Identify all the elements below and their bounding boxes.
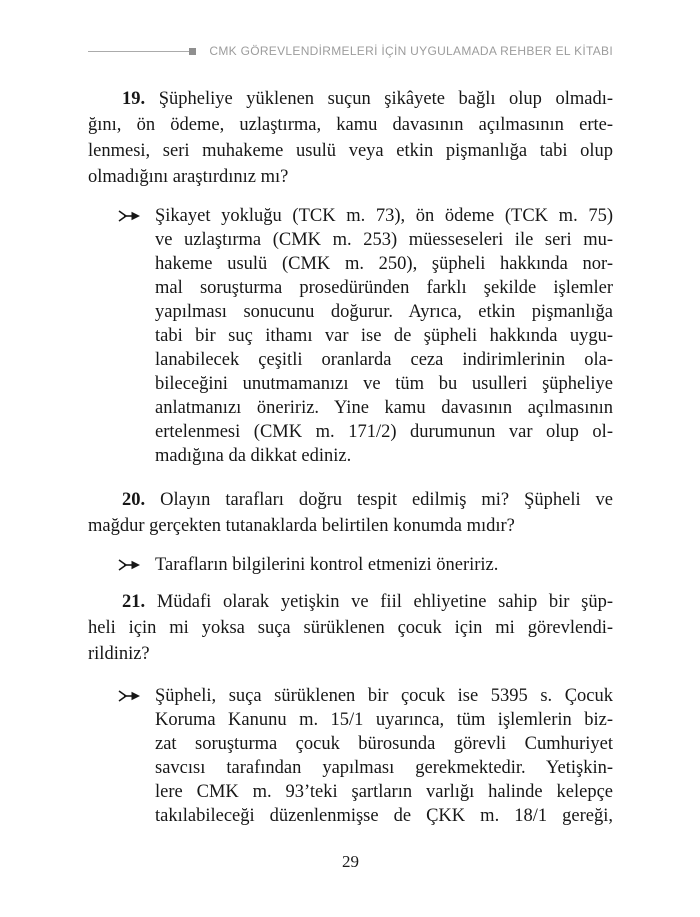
- bullet-item: [88, 553, 613, 577]
- text-line: ğını, ön ödeme, uzlaştırma, kamu davasının açılmasının erte-: [88, 115, 613, 135]
- page-title: CMK GÖREVLENDİRMELERİ İÇİN UYGULAMADA REHBER EL KİTABI: [209, 44, 613, 58]
- text-line: takılabileceği düzenlenmişse de ÇKK m. 18/1 gereği,: [155, 806, 613, 826]
- page-footer: [88, 852, 613, 872]
- question-paragraph-20: [88, 487, 613, 539]
- bullet-text: [155, 684, 613, 828]
- page-content: [88, 86, 613, 828]
- bullet-text: [155, 553, 613, 577]
- text-line: tabi bir suç ithamı var ise de şüpheli hakkında uygu-: [155, 326, 613, 346]
- text-line: rildiniz?: [88, 644, 150, 664]
- text-line: hakeme usulü (CMK m. 250), şüpheli hakkında nor-: [155, 254, 613, 274]
- text-line: mal soruşturma prosedüründen farklı şekilde işlemler: [155, 278, 613, 298]
- text-line: zat soruşturma çocuk bürosunda görevli Cumhuriyet: [155, 734, 613, 754]
- text-line: savcısı tarafından yapılması gerekmektedir. Yetişkin-: [155, 758, 613, 778]
- paragraph-number: 21.: [122, 592, 146, 612]
- question-paragraph-21: [88, 589, 613, 667]
- text-line: yapılması sonucunu doğurur. Ayrıca, etkin pişmanlığa: [155, 302, 613, 322]
- question-paragraph-19: [88, 86, 613, 190]
- text-line-content: Müdafi olarak yetişkin ve fiil ehliyetine sahip bir şüp-: [156, 592, 613, 612]
- text-line: olmadığını araştırdınız mı?: [88, 167, 289, 187]
- bullet-text: [155, 204, 613, 468]
- text-line: ertelenmesi (CMK m. 171/2) durumunun var olup ol-: [155, 422, 613, 442]
- text-line: lenmesi, seri muhakeme usulü veya etkin pişmanlığa tabi olup: [88, 141, 613, 161]
- text-line: mağdur gerçekten tutanaklarda belirtilen konumda mıdır?: [88, 516, 515, 536]
- text-line: [88, 86, 613, 112]
- text-line: Şüpheli, suça sürüklenen bir çocuk ise 5395 s. Çocuk: [155, 686, 613, 706]
- text-line: bileceğini unutmamanızı ve tüm bu usulleri şüpheliye: [155, 374, 613, 394]
- text-line: [88, 487, 613, 513]
- text-line-content: Şüpheliye yüklenen suçun şikâyete bağlı olup olmadı-: [158, 89, 614, 109]
- text-line: Tarafların bilgilerini kontrol etmenizi öneririz.: [155, 555, 499, 575]
- text-line: Koruma Kanunu m. 15/1 uyarınca, tüm işlemlerin biz-: [155, 710, 613, 730]
- page-number: 29: [342, 852, 359, 871]
- text-line: heli için mi yoksa suça sürüklenen çocuk için mi görevlendi-: [88, 618, 613, 638]
- bullet-item: [88, 684, 613, 828]
- paragraph-number: 20.: [122, 490, 146, 510]
- text-line: lanabilecek çeşitli oranlarda ceza indirimlerinin ola-: [155, 350, 613, 370]
- dart-right-arrow-icon: [118, 689, 141, 703]
- text-line: Şikayet yokluğu (TCK m. 73), ön ödeme (TCK m. 75): [155, 206, 613, 226]
- dart-right-arrow-icon: [118, 558, 141, 572]
- bullet-item: [88, 204, 613, 468]
- text-line-content: Olayın tarafları doğru tespit edilmiş mi? Şüpheli ve: [160, 490, 613, 510]
- header-rule: [88, 51, 189, 52]
- header-rule-square-icon: [189, 48, 196, 55]
- page-header: [88, 44, 613, 58]
- text-line: anlatmanızı öneririz. Yine kamu davasının açılmasının: [155, 398, 613, 418]
- text-line: [88, 589, 613, 615]
- dart-right-arrow-icon: [118, 209, 141, 223]
- text-line: madığına da dikkat ediniz.: [155, 446, 352, 466]
- text-line: lere CMK m. 93’teki şartların varlığı halinde kelepçe: [155, 782, 613, 802]
- paragraph-number: 19.: [122, 89, 146, 109]
- text-line: ve uzlaştırma (CMK m. 253) müesseseleri ile seri mu-: [155, 230, 613, 250]
